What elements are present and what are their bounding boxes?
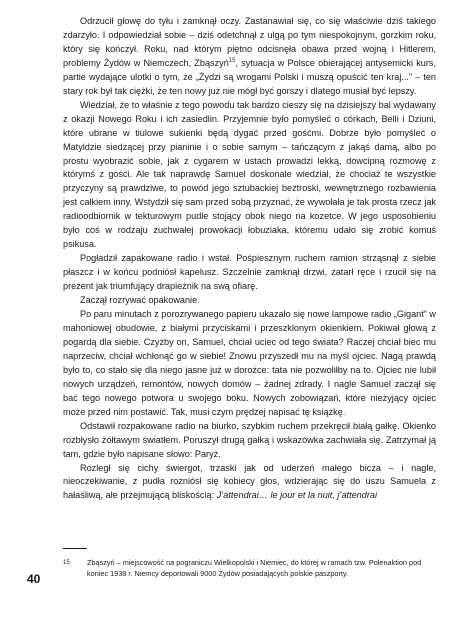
main-text xyxy=(63,15,436,503)
page-number: 40 xyxy=(27,572,41,586)
footnote-text: Zbąszyń – miejscowość na pograniczu Wielkopolski i Niemiec, do której w ramach tzw. Polenaktion pod koniec 1938 r. Niemcy deportowali 9000 Żydów posiadających polskie paszporty. xyxy=(87,558,422,578)
footnote-reference[interactable]: 15 xyxy=(228,57,236,64)
paragraph: Pogładził zapakowane radio i wstał. Pośpiesznym ruchem ramion strząsnął z siebie płaszcz i w końcu podniósł kapelusz. Szczelnie zamknął drzwi, zatarł ręce i rzucił się na prezent jak triumfujący drapieżnik na swą ofiarę. xyxy=(63,253,436,292)
footnote-number: 15 xyxy=(63,559,70,566)
paragraph: Odstawił rozpakowane radio na biurko, szybkim ruchem przekręcił białą gałkę. Okienko rozbłysło żółtawym światłem. Poruszył drugą gałką i wskazówka zachwiała się. Zatrzymał ją tam, gdzie było napisane słowo: Paryż. xyxy=(63,420,436,459)
song-lyric: J’attendrai… le jour et la nuit, j’attendrai xyxy=(216,490,377,501)
footnote-divider xyxy=(63,548,87,549)
paragraph: Zaczął rozrywać opakowanie. xyxy=(80,295,200,306)
paragraph: Odrzucił głowę do tyłu i zamknął oczy. Zastanawiał się, co się właściwie dziś takiego zdarzyło. I odpowiedział sobie – dziś odetchnął z ulgą po tym niespokojnym, gorzkim roku, który się kończył. Roku, nad którym piętno odcisnęła obawa przed wojną i Hitlerem, problemy Żydów w Niemczech, Zbąszyń$^{15}$, sytuacja w Polsce obierającej antysemicki kurs, partie wydające ulotki o tym, że „Żydzi są wrogami Polski i muszą opuścić ten kraj...” – ten stary rok był tak ciężki, że ten nowy już nie mógł być gorszy i dlatego musiał być lepszy. xyxy=(63,16,436,96)
paragraph: Rozległ się cichy świergot, trzaski jak od uderzeń małego bicza – i nagle, nieoczekiwanie, z pudła rozniósł się kobiecy głos, wdzierając się do uszu Samuela z hałaśliwą, ale przejmującą bliskością: J’attendrai… le jour et la nuit, j’attendrai xyxy=(63,462,436,501)
paragraph: Wiedział, że to właśnie z tego powodu tak bardzo cieszy się na dzisiejszy bal wydawany z okazji Nowego Roku i ich zasiedlin. Przyjemnie było pomyśleć o córkach, Belli i Dziuni, które ubrane w tiulowe sukienki będą dygać przed gośćmi. Dobrze było pomyśleć o Matyldzie siedzącej przy pianinie i o sobie samym – tańczącym z jakąś damą, albo po prostu wyobrazić sobie, jak z cygarem w ustach prowadzi lekką, dowcipną rozmowę z którymś z gości. Ale tak naprawdę Samuel doskonale wiedział, że chociaż te wszystkie przyczyny są prawdziwe, to powód jego sztubackiej beztroski, wewnętrznego rozbawienia jest całkiem inny. Wstydził się sam przed sobą przyznać, że wywołała je tak prosta rzecz jak radioodbiornik w tekturowym pudle stojący obok niego na kozetce. W jego usposobieniu było coś w rodzaju zuchwałej prowokacji łobuziaka, któremu udało się zrobić komuś psikusa. xyxy=(63,99,436,250)
footnote xyxy=(63,558,436,579)
paragraph: Po paru minutach z porozrywanego papieru ukazało się nowe lampowe radio „Gigant” w mahoniowej obudowie, z białymi przyciskami i przeszklonym okienkiem. Pokiwał głową z pogardą dla siebie. Czyżby on, Samuel, chciał uciec od tego świata? Raczej chciał biec mu naprzeciw, chciał wchłonąć go w siebie! Znowu przyszedł mu na myśl ojciec. Nagą prawdą było to, co stało się dla niego jasne już w dorożce: tata nie pozwoliłby na to. Ojciec nie lubił nowych urządzeń, remontów, nowych domów – żadnej zdrady. I nagle Samuel zaczął się bać tego nowego potwora u swojego boku. Nowych zobowiązań, które nieżyjący ojciec może przed nim postawić. Tak, musi czym prędzej napisać tę książkę. xyxy=(63,309,436,417)
